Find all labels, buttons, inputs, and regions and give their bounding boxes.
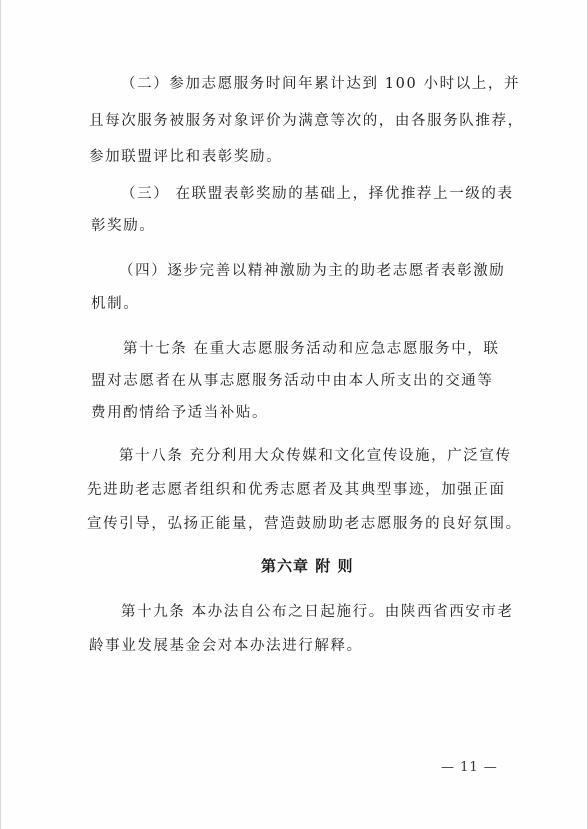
paragraph-4-line-3: 费用酌情给予适当补贴。 <box>91 405 269 421</box>
chapter-heading: 第六章 附 则 <box>261 557 354 575</box>
paragraph-6-line-1: 第十九条 本办法自公布之日起施行。由陕西省西安市老 <box>121 604 514 620</box>
page-number: — 11 — <box>441 760 498 775</box>
paragraph-1-line-1: （二）参加志愿服务时间年累计达到 100 小时以上，并 <box>121 76 521 92</box>
paragraph-6-line-2: 龄事业发展基金会对本办法进行解释。 <box>89 638 363 654</box>
paragraph-1-line-2: 且每次服务被服务对象评价为满意等次的，由各服务队推荐， <box>89 113 524 129</box>
paragraph-2-line-2: 彰奖励。 <box>91 218 156 234</box>
paragraph-3-line-1: （四）逐步完善以精神激励为主的助老志愿者表彰激励 <box>119 263 506 279</box>
paragraph-3-line-2: 机制。 <box>91 296 140 312</box>
paragraph-5-line-3: 宣传引导，弘扬正能量，营造鼓励助老志愿服务的良好氛围。 <box>87 516 522 532</box>
paragraph-1-line-3: 参加联盟评比和表彰奖励。 <box>89 149 283 165</box>
paragraph-4-line-1: 第十七条 在重大志愿服务活动和应急志愿服务中，联 <box>123 341 500 357</box>
paragraph-2-line-1: （三） 在联盟表彰奖励的基础上，择优推荐上一级的表 <box>121 186 514 202</box>
paragraph-5-line-2: 先进助老志愿者组织和优秀志愿者及其典型事迹，加强正面 <box>87 482 506 498</box>
paragraph-4-line-2: 盟对志愿者在从事志愿服务活动中由本人所支出的交通等 <box>91 373 494 389</box>
paragraph-5-line-1: 第十八条 充分利用大众传媒和文化宣传设施，广泛宣传 <box>119 448 512 464</box>
